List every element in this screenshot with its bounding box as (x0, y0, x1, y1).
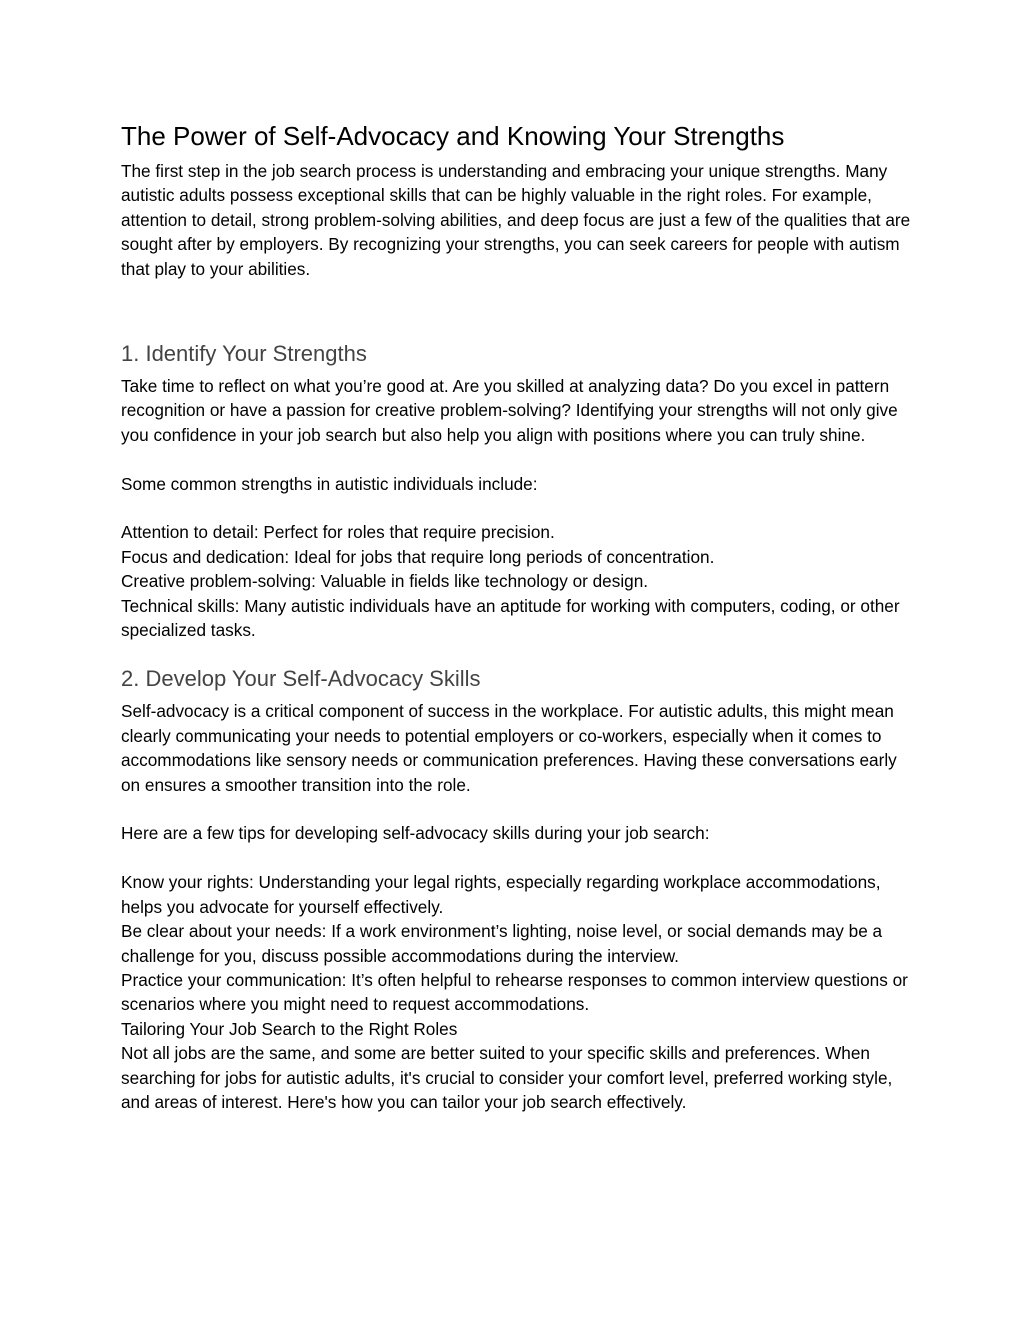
strengths-list (121, 520, 911, 642)
tips-list (121, 870, 911, 1114)
list-lead: Some common strengths in autistic individuals include: (121, 473, 538, 494)
spacer (121, 281, 911, 339)
list-item: Not all jobs are the same, and some are better suited to your specific skills and preferences. When searching for jobs for autistic adults, it's crucial to consider your comfort level, preferred working style, and areas of interest. Here's how you can tailor your job search effectively. (121, 1043, 893, 1112)
list-item: Creative problem-solving: Valuable in fields like technology or design. (121, 571, 649, 592)
list-item: Attention to detail: Perfect for roles that require precision. (121, 522, 555, 543)
list-item: Be clear about your needs: If a work environment’s lighting, noise level, or social demands may be a challenge for you, discuss possible accommodations during the interview. (121, 921, 883, 966)
list-lead: Here are a few tips for developing self-advocacy skills during your job search: (121, 823, 710, 844)
list-item: Practice your communication: It’s often helpful to rehearse responses to common interview questions or scenarios where you might need to request accommodations. (121, 969, 908, 1015)
list-item: Tailoring Your Job Search to the Right Roles (121, 1018, 458, 1039)
section-paragraph: Self-advocacy is a critical component of success in the workplace. For autistic adults, this might mean clearly communicating your needs to potential employers or co-workers, especially when it comes to accommodations like sensory needs or communication preferences. Having these conversations early on ensures a smoother transition into the role. (121, 701, 897, 795)
intro-paragraph: The first step in the job search process is understanding and embracing your unique strengths. Many autistic adults possess exceptional skills that can be highly valuable in the right roles. For example, attention to detail, strong problem-solving abilities, and deep focus are just a few of the qualities that are sought after by employers. By recognizing your strengths, you can seek careers for people with autism that play to your abilities. (121, 161, 911, 279)
spacer (121, 642, 911, 664)
document-page (121, 118, 911, 1114)
section-heading-self-advocacy: 2. Develop Your Self-Advocacy Skills (121, 666, 481, 692)
page-title: The Power of Self-Advocacy and Knowing Your Strengths (121, 121, 785, 151)
list-item: Technical skills: Many autistic individuals have an aptitude for working with computers, coding, or other specialized tasks. (121, 595, 900, 641)
section-heading-identify-strengths: 1. Identify Your Strengths (121, 341, 367, 367)
list-item: Know your rights: Understanding your legal rights, especially regarding workplace accommodations, helps you advocate for yourself effectively. (121, 872, 881, 917)
section-paragraph: Take time to reflect on what you’re good at. Are you skilled at analyzing data? Do you excel in pattern recognition or have a passion for creative problem-solving? Identifying your strengths will not only give you confidence in your job search but also help you align with positions where you can truly shine. (121, 376, 898, 445)
list-item: Focus and dedication: Ideal for jobs that require long periods of concentration. (121, 546, 715, 567)
